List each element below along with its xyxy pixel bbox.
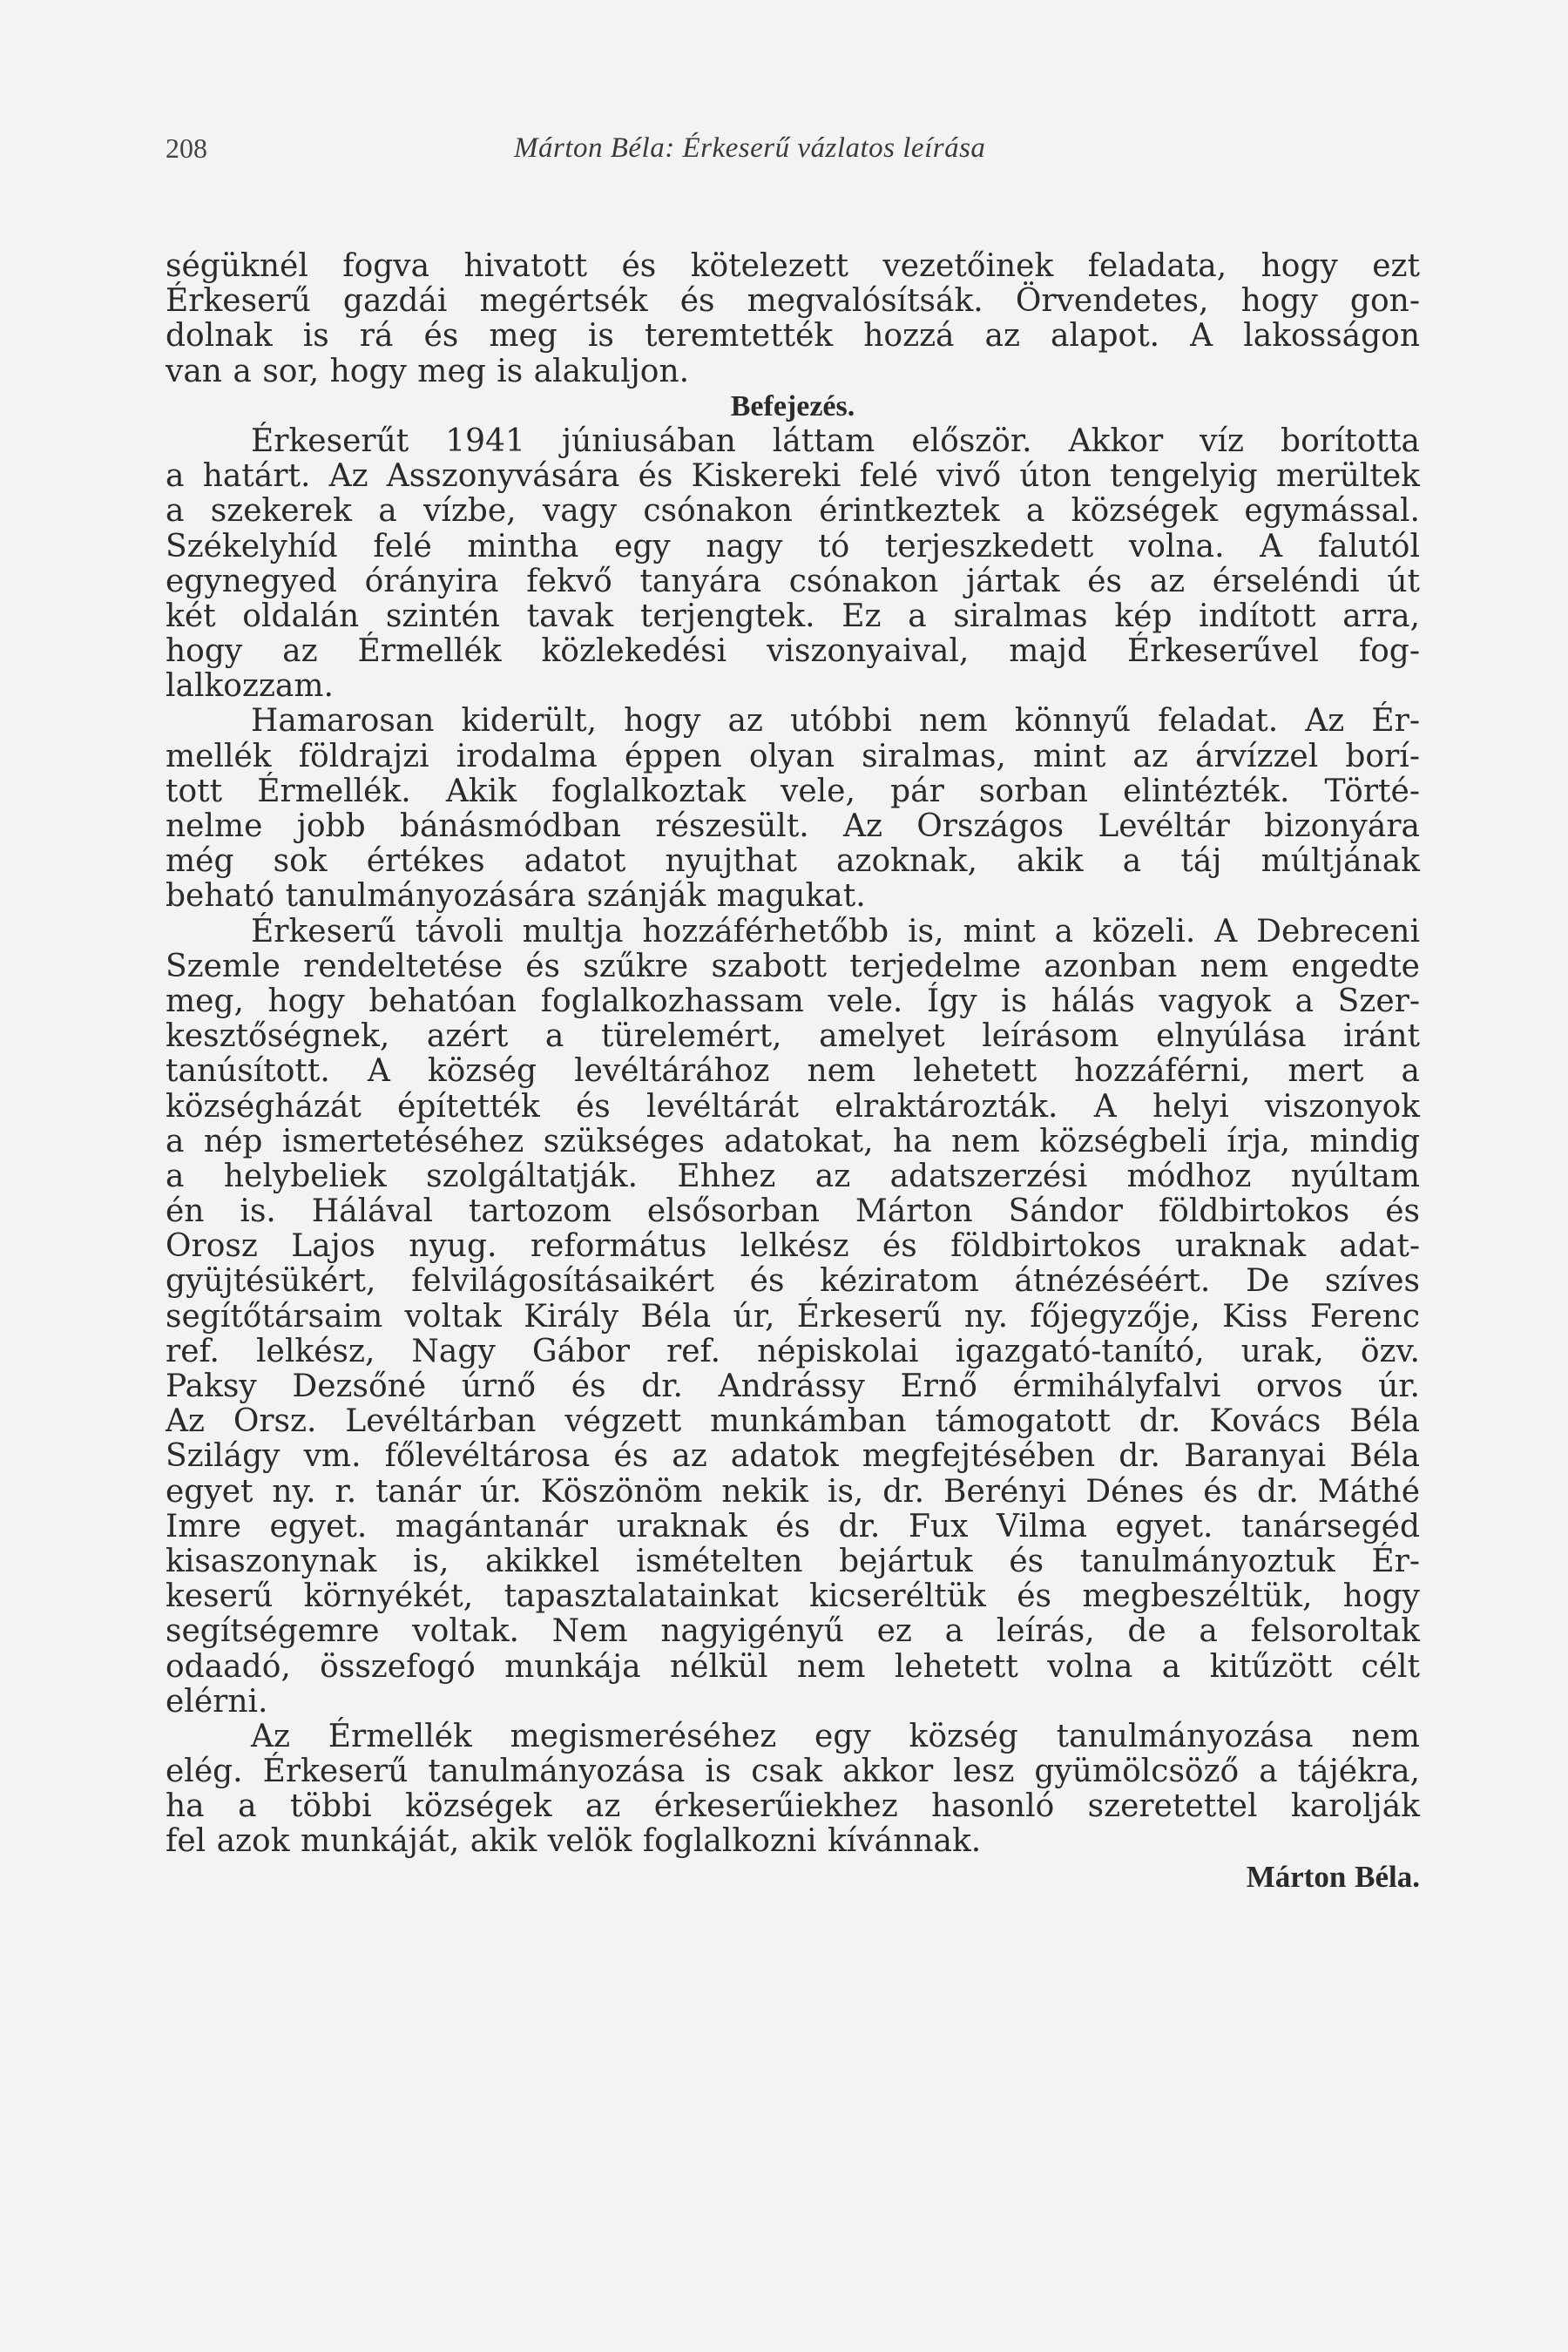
text-line: Székelyhíd felé mintha egy nagy tó terjeszkedett volna. A falutól [166, 528, 1420, 564]
text-line: Paksy Dezsőné úrnő és dr. Andrássy Ernő érmihályfalvi orvos úr. [166, 1369, 1420, 1404]
text-line: községházát építették és levéltárát elraktározták. A helyi viszonyok [166, 1088, 1420, 1125]
text-line: Érkeserű távoli multja hozzáférhetőbb is, mint a közeli. A Debreceni [251, 913, 1420, 950]
text-line: Imre egyet. magántanár uraknak és dr. Fux Vilma egyet. tanársegéd [166, 1508, 1420, 1544]
text-line: van a sor, hogy meg is alakuljon. [166, 353, 690, 389]
text-line: még sok értékes adatot nyujthat azoknak, akik a táj múltjának [166, 843, 1420, 880]
text-line: elérni. [166, 1683, 268, 1720]
running-title: Márton Béla: Érkeserű vázlatos leírása [514, 132, 986, 164]
text-line: ségüknél fogva hivatott és kötelezett vezetőinek feladata, hogy ezt [166, 248, 1420, 284]
text-line: ha a többi községek az érkeserűiekhez hasonló szeretettel karolják [166, 1788, 1420, 1825]
text-line: kisaszonynak is, akikkel ismételten bejártuk és tanulmányoztuk Ér- [166, 1543, 1420, 1579]
text-line: a nép ismertetéséhez szükséges adatokat, ha nem községbeli írja, mindig [166, 1123, 1420, 1159]
text-line: ref. lelkész, Nagy Gábor ref. népiskolai igazgató-tanító, urak, özv. [166, 1333, 1420, 1369]
author-signature: Márton Béla. [1246, 1859, 1420, 1894]
page-number: 208 [166, 132, 207, 164]
text-line: a szekerek a vízbe, vagy csónakon érintkeztek a községek egymással. [166, 493, 1420, 530]
text-line: lalkozzam. [166, 668, 334, 705]
text-line: segítőtársaim voltak Király Béla úr, Érkeserű ny. főjegyzője, Kiss Ferenc [166, 1298, 1420, 1335]
text-line: Szemle rendeltetése és szűkre szabott terjedelme azonban nem engedte [166, 948, 1420, 984]
text-line: egynegyed órányira fekvő tanyára csónakon jártak és az érseléndi út [166, 563, 1420, 599]
text-line: a határt. Az Asszonyvására és Kiskereki felé vivő úton tengelyig merültek [166, 458, 1420, 495]
text-line: két oldalán szintén tavak terjengtek. Ez a siralmas kép indított arra, [166, 598, 1420, 634]
text-line: gyüjtésükért, felvilágosításaikért és kéziratom átnézéséért. De szíves [166, 1263, 1420, 1300]
text-line: kesztőségnek, azért a türelemért, amelyet leírásom elnyúlása iránt [166, 1018, 1420, 1055]
text-line: dolnak is rá és meg is teremtették hozzá az alapot. A lakosságon [166, 318, 1420, 355]
text-line: Az Orsz. Levéltárban végzett munkámban támogatott dr. Kovács Béla [166, 1403, 1420, 1440]
body-text [166, 249, 1420, 1895]
text-line: beható tanulmányozására szánják magukat. [166, 878, 866, 915]
text-line: elég. Érkeserű tanulmányozása is csak akkor lesz gyümölcsöző a tájékra, [166, 1754, 1420, 1790]
text-line: nelme jobb bánásmódban részesült. Az Országos Levéltár bizonyára [166, 808, 1420, 844]
text-line: Érkeserűt 1941 júniusában láttam először. Akkor víz borította [251, 422, 1420, 459]
text-line: odaadó, összefogó munkája nélkül nem lehetett volna a kitűzött célt [166, 1648, 1420, 1685]
text-line: meg, hogy behatóan foglalkozhassam vele. Így is hálás vagyok a Szer- [166, 983, 1420, 1019]
text-line: én is. Hálával tartozom elsősorban Márton Sándor földbirtokos és [166, 1193, 1420, 1230]
text-line: keserű környékét, tapasztalatainkat kicseréltük és megbeszéltük, hogy [166, 1578, 1420, 1615]
text-line: Hamarosan kiderült, hogy az utóbbi nem könnyű feladat. Az Ér- [251, 703, 1420, 740]
text-line: mellék földrajzi irodalma éppen olyan siralmas, mint az árvízzel borí- [166, 738, 1420, 774]
text-line: tanúsított. A község levéltárához nem lehetett hozzáférni, mert a [166, 1053, 1420, 1090]
text-line: segítségemre voltak. Nem nagyigényű ez a leírás, de a felsoroltak [166, 1613, 1420, 1650]
text-line: Orosz Lajos nyug. református lelkész és földbirtokos uraknak adat- [166, 1228, 1420, 1265]
text-line: Szilágy vm. főlevéltárosa és az adatok megfejtésében dr. Baranyai Béla [166, 1438, 1420, 1475]
text-line: tott Érmellék. Akik foglalkoztak vele, pár sorban elintézték. Törté- [166, 773, 1420, 809]
text-line: Az Érmellék megismeréséhez egy község tanulmányozása nem [251, 1718, 1420, 1754]
text-line: fel azok munkáját, akik velök foglalkozni kívánnak. [166, 1823, 982, 1860]
text-line: egyet ny. r. tanár úr. Köszönöm nekik is, dr. Berényi Dénes és dr. Máthé [166, 1473, 1420, 1510]
text-line: hogy az Érmellék közlekedési viszonyaival, majd Érkeserűvel fog- [166, 633, 1420, 670]
running-header [166, 132, 1420, 167]
text-line: a helybeliek szolgáltatják. Ehhez az adatszerzési módhoz nyúltam [166, 1158, 1420, 1194]
section-heading: Befejezés. [730, 389, 855, 422]
text-line: Érkeserű gazdái megértsék és megvalósítsák. Örvendetes, hogy gon- [166, 283, 1420, 320]
